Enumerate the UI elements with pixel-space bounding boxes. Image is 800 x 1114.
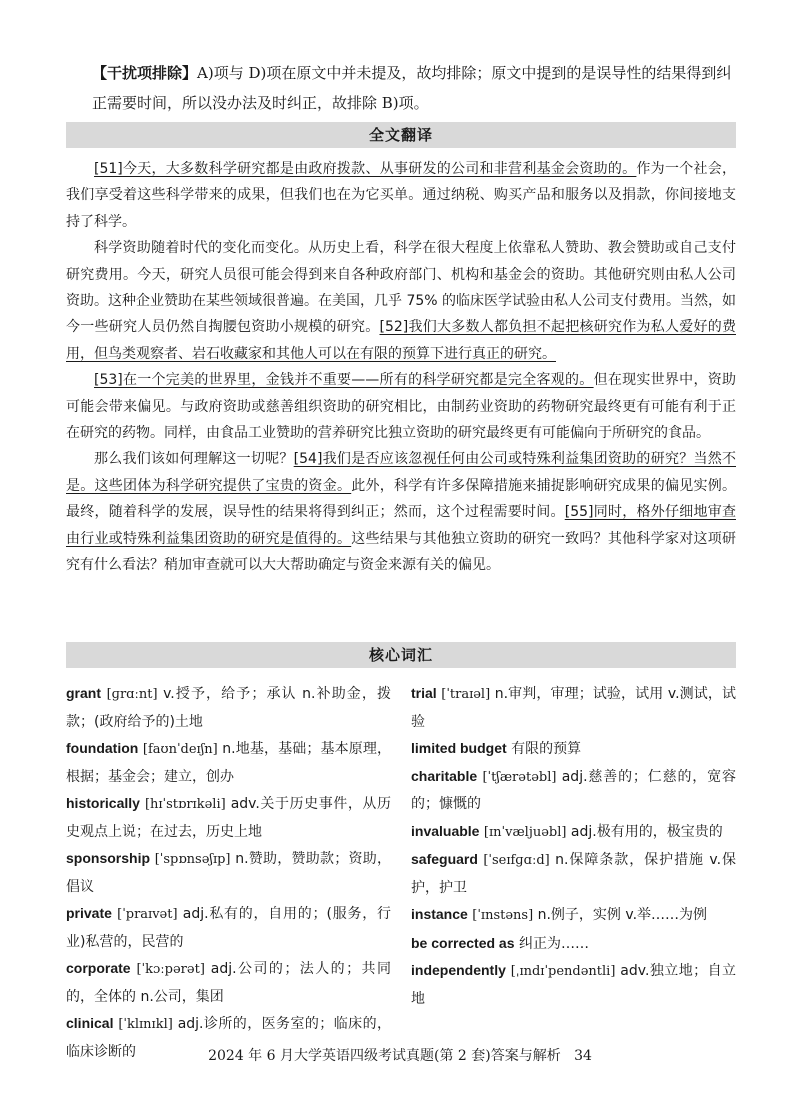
interference-text: A)项与 D)项在原文中并未提及，故均排除；原文中提到的是误导性的结果得到纠正需要时间，所以没办法及时纠正，故排除 B)项。 — [92, 64, 732, 112]
vocab-definition: adj.极有用的，极宝贵的 — [566, 823, 723, 840]
translation-paragraph-1 — [66, 156, 736, 235]
vocab-definition: n.地基，基础；基本原理，根据；基金会；建立，创办 — [66, 741, 391, 785]
vocab-entry — [66, 955, 391, 1010]
vocab-word: independently — [411, 962, 506, 978]
answer-52-sentence: [52]我们大多数人都负担不起把核研究作为私人爱好的费用，但鸟类观察者、岩石收藏家和其他人可以在有限的预算下进行真正的研究。 — [66, 319, 736, 362]
vocab-phonetic: [ɪnˈvæljuəbl] — [483, 824, 567, 840]
vocab-definition: adj.慈善的；仁慈的，宽容的；慷慨的 — [411, 768, 736, 812]
vocab-definition: n.例子，实例 v.举……为例 — [533, 907, 708, 923]
vocab-entry — [411, 930, 736, 958]
translation-body — [66, 156, 736, 579]
answer-53-sentence: [53]在一个完美的世界里，金钱并不重要——所有的科学研究都是完全客观的。 — [94, 372, 594, 389]
answer-55-sentence: [55]同时，格外仔细地审查由行业或特殊利益集团资助的研究是值得的。 — [66, 504, 736, 547]
interference-label: 【干扰项排除】 — [92, 64, 198, 82]
vocab-definition: adv.独立地；自立地 — [411, 963, 736, 1007]
vocab-word: grant — [66, 685, 101, 701]
interference-paragraph — [92, 58, 732, 118]
vocab-word: sponsorship — [66, 850, 151, 866]
vocab-phonetic: [ˈtʃærətəbl] — [482, 769, 557, 785]
vocab-entry — [411, 735, 736, 763]
vocab-word: invaluable — [411, 822, 480, 839]
vocab-word: charitable — [411, 767, 478, 784]
translation-text: 但在现实世界中，资助可能会带来偏见。与政府资助或慈善组织资助的研究相比，由制药业资助的药物研究最终更有可能有利于正在研究的药物。同样，由食品工业赞助的营养研究比独立资助的研究最终更有可能偏向于所研究的食品。 — [66, 372, 736, 442]
vocab-list — [66, 680, 736, 1065]
translation-text: 科学资助随着时代的变化而变化。从历史上看，科学在很大程度上依靠私人赞助、教会赞助或自己支付研究费用。今天，研究人员很可能会得到来自各种政府部门、机构和基金会的资助。其他研究则由私人公司资助。这种企业赞助在某些领域很普遍。在美国，几乎 75% 的临床医学试验由私人公司支付费用。当然，如今一些研究人员仍然自掏腰包资助小规模的研究。 — [66, 240, 737, 336]
vocab-entry — [411, 957, 736, 1012]
translation-text: 此外，科学有许多保障措施来捕捉影响研究成果的偏见实例。最终，随着科学的发展，误导性的结果将得到纠正；然而，这个过程需要时间。 — [66, 477, 736, 521]
vocab-word: historically — [66, 795, 140, 811]
footer-title: 2024 年 6 月大学英语四级考试真题(第 2 套)答案与解析 — [208, 1048, 561, 1064]
vocab-word: private — [66, 905, 112, 921]
vocab-entry — [411, 818, 736, 847]
vocab-entry — [66, 680, 391, 735]
answer-51-sentence: [51]今天，大多数科学研究都是由政府拨款、从事研发的公司和非营利基金会资助的。 — [94, 161, 637, 177]
vocab-phonetic: [ˈpraɪvət] — [117, 907, 178, 922]
translation-paragraph-2 — [66, 235, 736, 367]
vocab-phonetic: [hɪˈstɒrɪkəli] — [144, 797, 226, 812]
vocab-word: instance — [411, 906, 468, 922]
vocab-definition: adj.私有的，自用的；(服务，行业)私营的，民营的 — [66, 906, 392, 950]
translation-paragraph-3 — [66, 367, 736, 446]
vocab-definition: n.审判，审理；试验，试用 v.测试，试验 — [411, 686, 736, 730]
vocab-phonetic: [ɡrɑːnt] — [106, 687, 158, 702]
translation-section-header: 全文翻译 — [66, 122, 736, 148]
vocab-word: corporate — [66, 960, 131, 976]
vocab-entry — [411, 846, 736, 901]
vocab-definition: 纠正为…… — [514, 935, 589, 952]
vocab-entry — [411, 901, 736, 930]
vocab-section-header: 核心词汇 — [66, 642, 736, 668]
vocab-definition: adv.关于历史事件，从历史观点上说；在过去，历史上地 — [66, 796, 391, 840]
vocab-column-right — [411, 680, 736, 1065]
translation-paragraph-4 — [66, 446, 736, 578]
vocab-word: clinical — [66, 1015, 114, 1031]
vocab-phonetic: [ˌɪndɪˈpendəntli] — [510, 964, 616, 979]
vocab-phonetic: [ˈkɔːpərət] — [136, 962, 205, 977]
translation-text: 这些结果与其他独立资助的研究一致吗？其他科学家对这项研究有什么看法？稍加审查就可以大大帮助确定与资金来源有关的偏见。 — [66, 530, 736, 574]
vocab-entry — [66, 790, 391, 845]
vocab-column-left — [66, 680, 391, 1065]
vocab-entry — [66, 900, 391, 955]
vocab-phonetic: [faʊnˈdeɪʃn] — [142, 742, 218, 757]
vocab-word: foundation — [66, 740, 139, 756]
vocab-phonetic: [ˈɪnstəns] — [472, 908, 534, 923]
page-number: 34 — [574, 1048, 592, 1064]
vocab-phonetic: [ˈseɪfɡɑːd] — [483, 853, 550, 868]
vocab-entry — [411, 680, 736, 735]
vocab-definition: adj.公司的；法人的；共同的，全体的 n.公司，集团 — [66, 961, 392, 1005]
vocab-word: trial — [411, 685, 437, 701]
vocab-phonetic: [ˈspɒnsəʃɪp] — [154, 852, 231, 867]
vocab-definition: adj.诊所的，医务室的；临床的，临床诊断的 — [66, 1016, 391, 1060]
vocab-entry — [66, 735, 391, 790]
vocab-word: be corrected as — [411, 934, 515, 951]
vocab-definition: n.保障条款，保护措施 v.保护，护卫 — [411, 852, 736, 896]
vocab-definition: v.授予，给予；承认 n.补助金，拨款；(政府给予的)土地 — [66, 686, 392, 730]
vocab-definition: 有限的预算 — [506, 741, 582, 757]
vocab-word: limited budget — [411, 740, 507, 756]
page-footer — [0, 1045, 800, 1065]
vocab-phonetic: [ˈklɪnɪkl] — [118, 1017, 173, 1032]
vocab-entry — [411, 763, 736, 818]
vocab-entry — [66, 845, 391, 900]
translation-text: 那么我们该如何理解这一切呢？ — [94, 451, 294, 468]
translation-text: 作为一个社会，我们享受着这些科学带来的成果，但我们也在为它买单。通过纳税、购买产品和服务以及捐款，你间接地支持了科学。 — [66, 161, 736, 230]
vocab-phonetic: [ˈtraɪəl] — [441, 687, 491, 702]
answer-54-sentence: [54]我们是否应该忽视任何由公司或特殊利益集团资助的研究？当然不是。这些团体为科学研究提供了宝贵的资金。 — [66, 451, 736, 494]
vocab-word: safeguard — [411, 851, 478, 867]
vocab-definition: n.赞助，赞助款；资助，倡议 — [66, 851, 391, 895]
